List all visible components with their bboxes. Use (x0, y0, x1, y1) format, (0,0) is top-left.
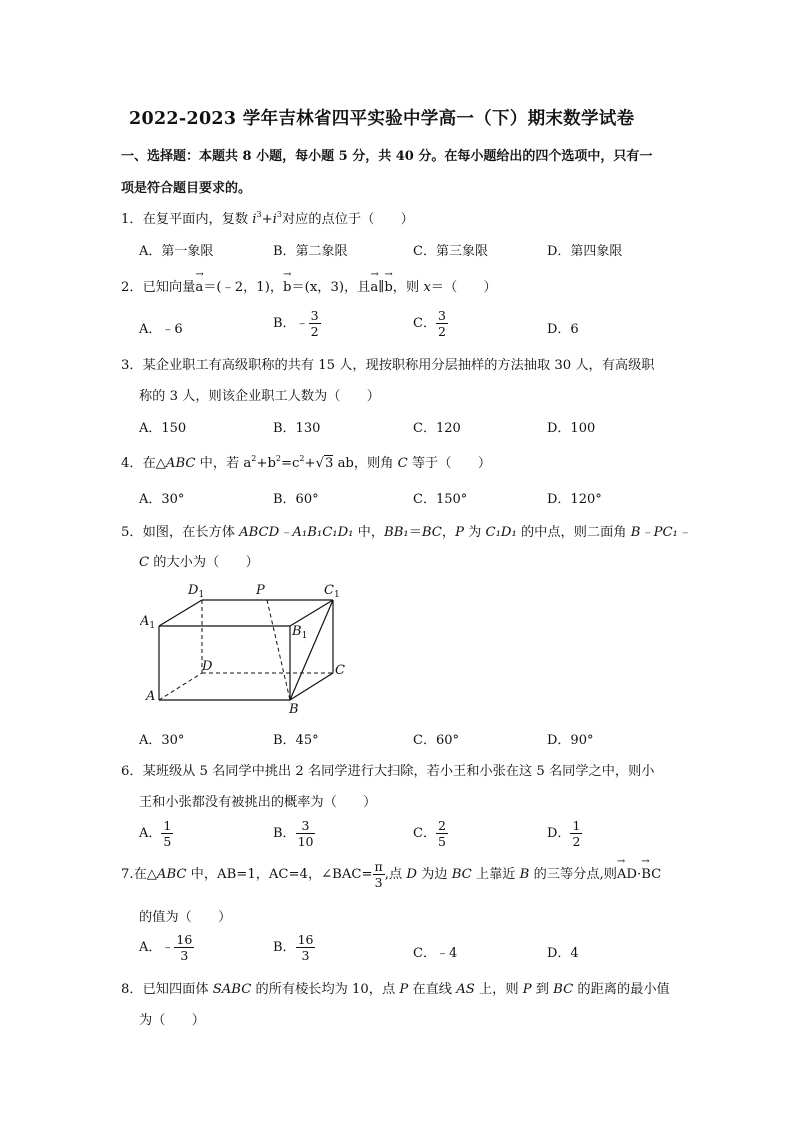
q5-option-b: B．45° (273, 733, 319, 748)
q4-option-c: C．150° (413, 492, 468, 507)
edge-b-c1 (290, 600, 333, 700)
label-d1: $D_1$ (188, 583, 205, 600)
q5-option-d: D．90° (547, 733, 594, 748)
question-6-line2: 王和小张都没有被挑出的概率为（ ） (139, 795, 377, 810)
label-b: B (289, 702, 299, 717)
q1-option-c: C．第三象限 (413, 244, 488, 259)
label-a1: $A_1$ (140, 614, 156, 631)
question-8-line1: 8．已知四面体 SABC 的所有棱长均为 10，点 P 在直线 AS 上，则 P 到 BC 的距离的最小值 (121, 982, 670, 997)
question-5-line2: C 的大小为（ ） (139, 555, 259, 570)
q2-option-a: A．﹣6 (139, 322, 183, 337)
label-c: C (335, 663, 345, 678)
question-4: 4．在△ABC 中，若 $a^2+b^2=c^2+√3$ ab，则角 C 等于（ ） (121, 454, 492, 471)
q7-option-b: B． $\frac{16}{3}$ (273, 932, 314, 963)
q7-option-c: C．﹣4 (413, 946, 458, 961)
q4-option-d: D．120° (547, 492, 602, 507)
question-5-line1: 5．如图，在长方体 ABCD﹣A₁B₁C₁D₁ 中，BB₁＝BC，P 为 C₁D₁ 的中点，则二面角 B﹣PC₁﹣ (121, 525, 692, 540)
question-1: 1．在复平面内，复数 $i^3+i^3$对应的点位于（ ） (121, 210, 414, 227)
section-header-line1: 一、选择题：本题共 8 小题，每小题 5 分，共 40 分。在每小题给出的四个选项中，只有一 (121, 149, 653, 164)
q3-option-a: A．150 (139, 421, 187, 436)
edge-a1-d1 (159, 600, 202, 626)
question-7-line2: 的值为（ ） (139, 910, 232, 925)
q1-option-a: A．第一象限 (139, 244, 214, 259)
dashed-p-b (267, 600, 290, 700)
page-title: 2022-2023 学年吉林省四平实验中学高一（下）期末数学试卷 (129, 109, 635, 129)
label-c1: $C_1$ (324, 583, 340, 600)
section-header-line2: 项是符合题目要求的。 (121, 181, 252, 196)
q5-option-a: A．30° (139, 733, 185, 748)
question-6-line1: 6．某班级从 5 名同学中挑出 2 名同学进行大扫除，若小王和小张在这 5 名同学之中，则小 (121, 764, 655, 779)
label-p: P (256, 583, 265, 598)
q4-option-b: B．60° (273, 492, 319, 507)
q1-option-b: B．第二象限 (273, 244, 348, 259)
question-2: 2．已知向量→ a＝(﹣2，1)，→ b＝(x，3)，且→ a∥→ b，则 x＝（ ） (121, 276, 497, 295)
q2-option-b: B．﹣ $\frac{3}{2}$ (273, 308, 319, 339)
q4-option-a: A．30° (139, 492, 185, 507)
question-7-line1: 7.在△ABC 中，AB=1，AC=4，∠BAC= $\frac{\pi}{3}$ ,点 D 为边 BC 上靠近 B 的三等分点,则→ AD·→ BC (121, 859, 661, 890)
q1-option-d: D．第四象限 (547, 244, 623, 259)
question-3-line2: 称的 3 人，则该企业职工人数为（ ） (139, 389, 380, 404)
q6-option-c: C． $\frac{2}{5}$ (413, 818, 446, 849)
q2-option-d: D．6 (547, 322, 579, 337)
q7-option-a: A．﹣ $\frac{16}{3}$ (139, 932, 193, 963)
question-3-line1: 3．某企业职工有高级职称的共有 15 人，现按职称用分层抽样的方法抽取 30 人，有高级职 (121, 358, 655, 373)
label-b1: $B_1$ (292, 624, 308, 641)
q6-option-b: B． $\frac{3}{10}$ (273, 818, 314, 849)
q3-option-c: C．120 (413, 421, 461, 436)
q3-option-b: B．130 (273, 421, 321, 436)
cuboid-figure (140, 578, 360, 718)
q3-option-d: D．100 (547, 421, 596, 436)
q2-option-c: C． $\frac{3}{2}$ (413, 308, 446, 339)
edge-b1-c1 (290, 600, 333, 626)
q6-option-a: A． $\frac{1}{5}$ (139, 818, 172, 849)
q5-option-c: C．60° (413, 733, 459, 748)
q6-option-d: D． $\frac{1}{2}$ (547, 818, 581, 849)
question-8-line2: 为（ ） (139, 1013, 205, 1028)
q7-option-d: D．4 (547, 946, 579, 961)
label-a: A (146, 689, 156, 704)
label-d: D (202, 659, 213, 674)
hidden-edge-a-d (159, 673, 202, 700)
